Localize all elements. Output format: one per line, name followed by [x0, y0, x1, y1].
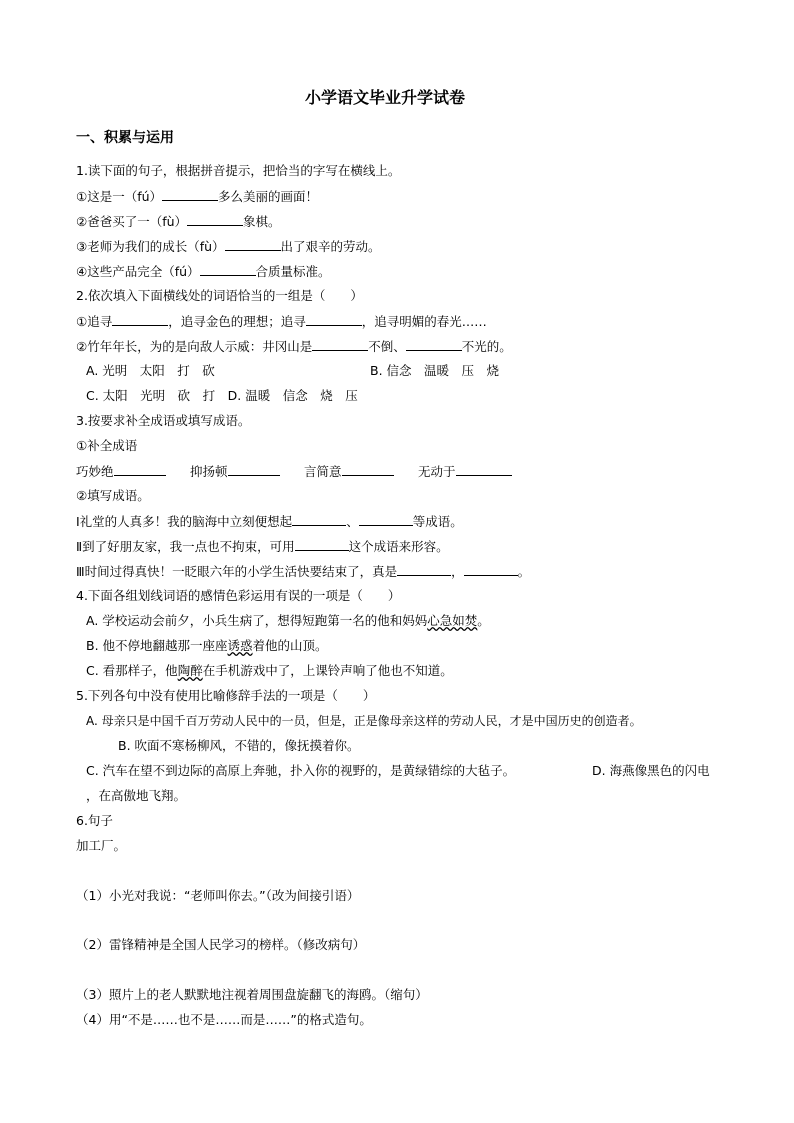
underlined-word: 诱惑 [227, 638, 253, 653]
answer-blank[interactable] [312, 338, 368, 351]
q3-sub-2: ②填写成语。 [76, 488, 150, 503]
q1-item-1: ①这是一（fú） 多么美丽的画面！ [76, 189, 319, 204]
answer-blank[interactable] [200, 263, 256, 276]
answer-blank[interactable] [162, 188, 218, 201]
q5-option-b: B. 吹面不寒杨柳风，不错的，像抚摸着你。 [118, 738, 360, 753]
q5-option-a: A. 母亲只是中国千百万劳动人民中的一员，但是，正是像母亲这样的劳动人民，才是中国历史的创造者。 [86, 714, 642, 728]
q4-option-a: A. 学校运动会前夕，小兵生病了，想得短跑第一名的他和妈妈心急如焚。 [86, 613, 490, 628]
q4-option-b: B. 他不停地翻越那一座座诱惑着他的山顶。 [86, 638, 328, 653]
q4-stem: 4.下面各组划线词语的感情色彩运用有误的一项是（ ） [76, 588, 401, 603]
answer-blank[interactable] [397, 563, 451, 576]
q6-stem-cont: 加工厂。 [76, 838, 127, 853]
answer-blank[interactable] [456, 463, 512, 476]
q5-option-c: C. 汽车在望不到边际的高原上奔驰，扑入你的视野的，是黄绿错综的大毡子。 [86, 763, 516, 778]
answer-blank[interactable] [295, 538, 349, 551]
q5-option-d-cont: ，在高傲地飞翔。 [86, 788, 187, 803]
answer-blank[interactable] [406, 338, 462, 351]
q1-item-2: ②爸爸买了一（fù） 象棋。 [76, 214, 281, 229]
answer-blank[interactable] [225, 238, 281, 251]
page-title: 小学语文毕业升学试卷 [305, 88, 466, 107]
q3-line-ii: Ⅱ到了好朋友家，我一点也不拘束，可用 这个成语来形容。 [76, 539, 449, 554]
q2-option-a: A. 光明 太阳 打 砍 [86, 363, 215, 378]
q5-option-d: D. 海燕像黑色的闪电 [592, 763, 710, 778]
answer-blank[interactable] [187, 213, 243, 226]
q5-stem: 5.下列各句中没有使用比喻修辞手法的一项是（ ） [76, 688, 376, 703]
q3-stem: 3.按要求补全成语或填写成语。 [76, 413, 251, 428]
q1-stem: 1.读下面的句子，根据拼音提示，把恰当的字写在横线上。 [76, 163, 401, 178]
q3-line-i: Ⅰ礼堂的人真多！我的脑海中立刻便想起 、 等成语。 [76, 514, 463, 529]
answer-blank[interactable] [292, 513, 346, 526]
answer-blank[interactable] [359, 513, 413, 526]
q6-stem: 6.句子 [76, 813, 113, 828]
underlined-word: 陶醉 [177, 663, 203, 678]
answer-blank[interactable] [228, 463, 280, 476]
q2-option-b: B. 信念 温暖 压 烧 [370, 363, 500, 378]
idiom-item-3: 言简意 [304, 463, 394, 480]
q2-option-c-d: C. 太阳 光明 砍 打 D. 温暖 信念 烧 压 [86, 388, 358, 403]
answer-blank[interactable] [114, 463, 166, 476]
q6-item-1: （1）小光对我说：“老师叫你去。”（改为间接引语） [76, 888, 360, 903]
q6-item-4: （4）用“不是……也不是……而是……”的格式造句。 [76, 1012, 372, 1027]
q2-stem: 2.依次填入下面横线处的词语恰当的一组是（ ） [76, 288, 363, 303]
q3-sub-1: ①补全成语 [76, 438, 138, 453]
underlined-word: 心急如焚 [427, 613, 478, 628]
idiom-item-1: 巧妙绝 [76, 463, 166, 480]
idiom-item-2: 抑扬顿 [190, 463, 280, 480]
idiom-item-4: 无动于 [418, 463, 512, 480]
q4-option-c: C. 看那样子，他陶醉在手机游戏中了，上课铃声响了他也不知道。 [86, 663, 453, 678]
q2-line-1: ①追寻 ，追寻金色的理想；追寻 ，追寻明媚的春光…… [76, 314, 487, 329]
q6-item-2: （2）雷锋精神是全国人民学习的榜样。（修改病句） [76, 937, 366, 952]
answer-blank[interactable] [112, 313, 168, 326]
q1-item-4: ④这些产品完全（fú） 合质量标准。 [76, 264, 331, 279]
q2-line-2: ②竹年年长，为的是向敌人示威：井冈山是 不倒、 不光的。 [76, 339, 512, 354]
q6-item-3: （3）照片上的老人默默地注视着周围盘旋翻飞的海鸥。（缩句） [76, 987, 428, 1002]
q1-item-3: ③老师为我们的成长（fù） 出了艰辛的劳动。 [76, 239, 381, 254]
q3-line-iii: Ⅲ时间过得真快！一眨眼六年的小学生活快要结束了，真是 ， 。 [76, 564, 531, 579]
answer-blank[interactable] [342, 463, 394, 476]
section-heading: 一、积累与运用 [76, 130, 174, 146]
answer-blank[interactable] [464, 563, 518, 576]
answer-blank[interactable] [306, 313, 362, 326]
